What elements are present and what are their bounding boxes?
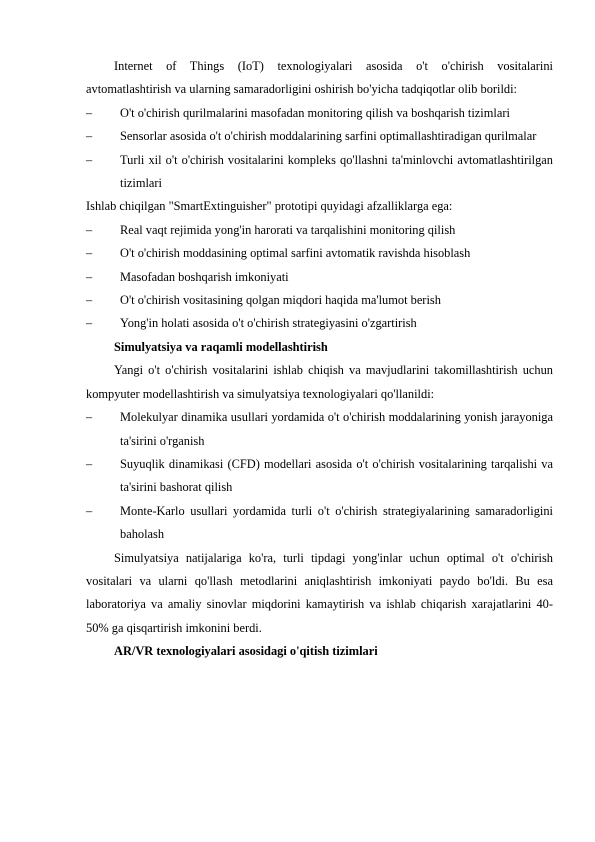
list-item <box>86 149 553 196</box>
simulation-intro: Yangi o't o'chirish vositalarini ishlab chiqish va mavjudlarini takomillashtirish uchun kompyuter modellashtirish va simulyatsiya texnologiyalari qo'llanildi: <box>86 363 553 401</box>
dash-bullet: – <box>86 152 93 167</box>
list-item <box>86 453 553 500</box>
section-heading-simulation: Simulyatsiya va raqamli modellashtirish <box>114 339 328 354</box>
dash-bullet: – <box>86 129 93 144</box>
prototype-list <box>86 219 553 336</box>
dash-bullet: – <box>86 105 93 120</box>
list-item <box>86 500 553 547</box>
document-page <box>86 55 553 664</box>
simulation-results: Simulyatsiya natijalariga ko'ra, turli tipdagi yong'inlar uchun optimal o't o'chirish vositalari va ularni qo'llash metodlarini aniqlashtirish imkoniyati paydo bo'ldi. Bu esa laboratoriya va amaliy sinovlar miqdorini kamaytirish va ishlab chiqarish xarajatlarini 40-50% ga qisqartirish imkonini berdi. <box>86 550 553 635</box>
list-item <box>86 406 553 453</box>
list-item-text: O't o'chirish qurilmalarini masofadan monitoring qilish va boshqarish tizimlari <box>120 105 510 120</box>
iot-list <box>86 102 553 196</box>
list-item <box>86 102 553 125</box>
list-item-text: Yong'in holati asosida o't o'chirish strategiyasini o'zgartirish <box>120 316 417 331</box>
prototype-intro: Ishlab chiqilgan "SmartExtinguisher" prototipi quyidagi afzalliklarga ega: <box>86 199 453 214</box>
list-item-text: Turli xil o't o'chirish vositalarini kompleks qo'llashni ta'minlovchi avtomatlashtirilgan tizimlari <box>120 152 553 191</box>
dash-bullet: – <box>86 269 93 284</box>
list-item-text: Molekulyar dinamika usullari yordamida o't o'chirish moddalarining yonish jarayoniga ta'sirini o'rganish <box>120 410 553 448</box>
dash-bullet: – <box>86 503 93 518</box>
list-item-text: Sensorlar asosida o't o'chirish moddalarining sarfini optimallashtiradigan qurilmalar <box>120 129 537 144</box>
list-item-text: Suyuqlik dinamikasi (CFD) modellari asosida o't o'chirish vositalarining tarqalishi va ta'sirini bashorat qilish <box>120 456 553 495</box>
list-item <box>86 125 553 148</box>
list-item-text: Monte-Karlo usullari yordamida turli o't o'chirish strategiyalarining samaradorligini baholash <box>120 503 553 542</box>
list-item-text: O't o'chirish vositasining qolgan miqdori haqida ma'lumot berish <box>120 293 441 308</box>
dash-bullet: – <box>86 246 93 261</box>
list-item <box>86 312 553 335</box>
list-item <box>86 266 553 289</box>
dash-bullet: – <box>86 316 93 331</box>
list-item <box>86 289 553 312</box>
dash-bullet: – <box>86 456 93 471</box>
list-item <box>86 219 553 242</box>
section-heading-arvr: AR/VR texnologiyalari asosidagi o'qitish tizimlari <box>114 644 378 659</box>
list-item-text: Real vaqt rejimida yong'in harorati va tarqalishini monitoring qilish <box>120 222 456 237</box>
list-item-text: Masofadan boshqarish imkoniyati <box>120 269 289 284</box>
dash-bullet: – <box>86 293 93 308</box>
intro-paragraph: Internet of Things (IoT) texnologiyalari asosida o't o'chirish vositalarini avtomatlashtirish va ularning samaradorligini oshirish bo'yicha tadqiqotlar olib borildi: <box>86 59 553 97</box>
simulation-list <box>86 406 553 546</box>
list-item-text: O't o'chirish moddasining optimal sarfini avtomatik ravishda hisoblash <box>120 246 471 261</box>
dash-bullet: – <box>86 222 93 237</box>
dash-bullet: – <box>86 410 93 425</box>
list-item <box>86 242 553 265</box>
